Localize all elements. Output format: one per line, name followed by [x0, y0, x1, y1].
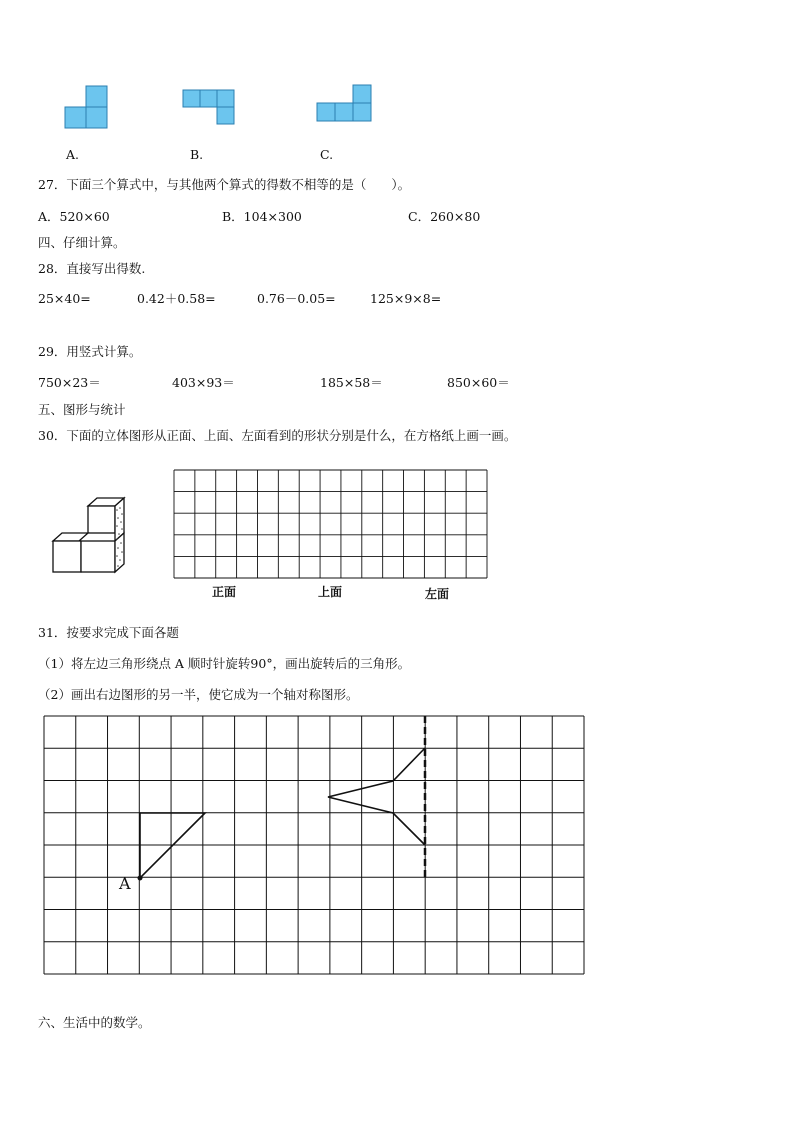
question-28-item-3: 0.76－0.05= [257, 291, 336, 306]
question-28-item-1: 25×40= [38, 291, 91, 306]
view-label-top: 上面 [318, 585, 343, 599]
solid-figure-cubes [50, 496, 130, 576]
option-a-cube-figure [64, 86, 110, 130]
views-grid-paper[interactable] [174, 470, 492, 582]
question-31-part-2: （2）画出右边图形的另一半，使它成为一个轴对称图形。 [38, 687, 359, 702]
question-27-option-a: A．520×60 [38, 209, 110, 224]
section-6-title: 六、生活中的数学。 [38, 1015, 151, 1030]
view-label-front: 正面 [212, 585, 237, 599]
question-28-stem: 28．直接写出得数. [38, 261, 146, 276]
view-label-left: 左面 [425, 587, 450, 601]
point-a-label: A [119, 874, 131, 893]
option-a-label: A. [66, 147, 80, 162]
question-27-stem: 27．下面三个算式中，与其他两个算式的得数不相等的是（ ）。 [38, 177, 411, 192]
question-29-item-3: 185×58＝ [320, 375, 383, 390]
coordinate-grid[interactable] [44, 716, 586, 976]
question-30-stem: 30．下面的立体图形从正面、上面、左面看到的形状分别是什么，在方格纸上画一画。 [38, 428, 517, 443]
question-31-stem: 31．按要求完成下面各题 [38, 625, 179, 640]
question-27-option-c: C．260×80 [408, 209, 481, 224]
point-a [138, 876, 143, 881]
section-5-title: 五、图形与统计 [38, 402, 126, 417]
option-b-cube-figure [183, 90, 237, 126]
option-c-label: C. [320, 147, 334, 162]
question-29-item-1: 750×23＝ [38, 375, 101, 390]
question-31-part-1: （1）将左边三角形绕点 A 顺时针旋转90°，画出旋转后的三角形。 [38, 656, 411, 671]
option-b-label: B. [190, 147, 204, 162]
question-29-item-4: 850×60＝ [447, 375, 510, 390]
question-28-item-4: 125×9×8= [370, 291, 442, 306]
question-29-item-2: 403×93＝ [172, 375, 235, 390]
option-c-cube-figure [317, 85, 375, 125]
question-28-item-2: 0.42＋0.58= [137, 291, 216, 306]
half-figure [328, 748, 425, 845]
question-27-option-b: B．104×300 [222, 209, 302, 224]
section-4-title: 四、仔细计算。 [38, 235, 126, 250]
question-29-stem: 29．用竖式计算。 [38, 344, 142, 359]
